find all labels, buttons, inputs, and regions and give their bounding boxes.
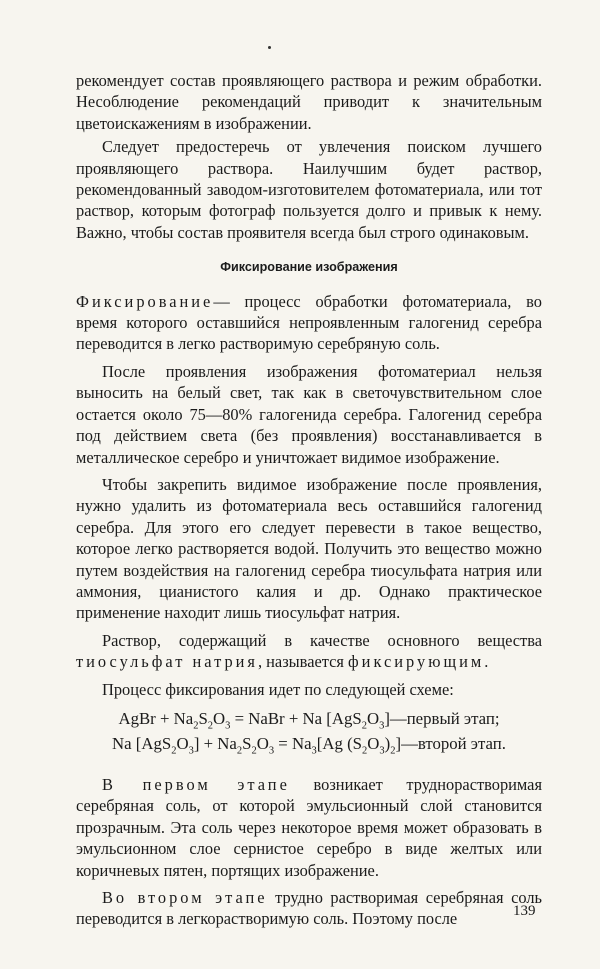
paragraph-second-stage xyxy=(76,887,542,930)
fixer-text-c: , называется xyxy=(257,652,344,672)
second-stage-text: трудно растворимая серебряная соль переводится в легкорастворимую соль. Поэтому после xyxy=(76,888,542,929)
paragraph-first-stage xyxy=(76,774,542,881)
document-page xyxy=(76,70,542,930)
equation-first-stage xyxy=(76,706,542,731)
eq-s: S xyxy=(242,733,252,753)
eq-sub: 2 xyxy=(390,745,396,757)
eq-bracket: ] xyxy=(384,708,390,728)
eq-o: O xyxy=(367,733,380,753)
eq-paren: ) xyxy=(384,733,391,753)
paragraph-developer-advice: Следует предостеречь от увлечения поиском лучшего проявляющего раствора. Наилучшим будет раствор, рекомендованный заводом-изготовителем фотоматериала, или тот раствор, которым фотограф пользуется долго и привык к нему. Важно, чтобы состав проявителя всегда был строго одинаковым. xyxy=(76,137,542,242)
paragraph-continued: рекомендует состав проявляющего раствора и режим обработки. Несоблюдение рекомендаций приводит к значительным цветоискажениям в изображении. xyxy=(76,71,542,133)
eq-sub: 3 xyxy=(379,745,385,757)
fixer-text-e: . xyxy=(484,652,489,672)
term-sodium-thiosulfate: тиосульфат натрия xyxy=(76,652,258,672)
eq-label-second: —второй этап. xyxy=(401,733,506,753)
eq-sub: 2 xyxy=(193,720,199,732)
eq-sub: 2 xyxy=(362,745,368,757)
page-number: 139 xyxy=(513,903,536,919)
paragraph-scheme-intro: Процесс фиксирования идет по следующей схеме: xyxy=(102,679,454,699)
eq-o: O xyxy=(256,733,269,753)
eq-s: S xyxy=(198,708,208,728)
term-fixer: фиксирующим xyxy=(348,652,485,672)
eq-sub: 3 xyxy=(188,745,194,757)
eq-nabr: NaBr xyxy=(248,708,285,728)
eq-equals: = xyxy=(230,708,249,728)
term-first-stage: В первом этапе xyxy=(102,774,290,794)
print-speck xyxy=(268,46,271,49)
eq-plus: + xyxy=(155,708,174,728)
reaction-equations xyxy=(76,706,542,756)
eq-sub: 3 xyxy=(311,745,317,757)
paragraph-after-development: После проявления изображения фотоматериал нельзя выносить на белый свет, так как в светочувствительном слое остается около 75—80% галогенида серебра. Галогенид серебра под действием света (без проявления) восстанавливается в металлическое серебро и уничтожает видимое изображение. xyxy=(76,361,542,467)
eq-complex: Na [AgS xyxy=(302,708,362,728)
eq-sub: 3 xyxy=(379,720,385,732)
eq-na: Na xyxy=(173,708,194,728)
eq-plus: + xyxy=(199,733,218,753)
eq-sub: 2 xyxy=(361,720,367,732)
eq-sub: 2 xyxy=(171,745,177,757)
eq-o: O xyxy=(213,708,226,728)
definition-text: — процесс обработки фотоматериала, во время которого оставшийся непроявленным галогенид серебра переводится в легко растворимую серебряную соль. xyxy=(76,291,542,354)
eq-sub: 2 xyxy=(251,745,257,757)
term-second-stage: Во втором этапе xyxy=(102,888,268,907)
eq-complex: Na [AgS xyxy=(112,733,172,753)
eq-label-first: —первый этап; xyxy=(389,708,500,728)
term-fixing: Фиксирование xyxy=(76,291,214,311)
paragraph-fixing-definition xyxy=(76,291,542,355)
eq-sub: 3 xyxy=(268,745,275,757)
eq-sub: 3 xyxy=(225,720,231,732)
section-heading: Фиксирование изображения xyxy=(220,260,398,275)
eq-complex: [Ag (S xyxy=(316,733,362,753)
paragraph-remove-halide: Чтобы закрепить видимое изображение после проявления, нужно удалить из фотоматериала весь оставшийся галогенид серебра. Для этого его следует перевести в такое вещество, которое легко растворяется водой. Получить это вещество можно путем воздействия на галогенид серебра тиосульфата натрия или аммония, цианистого калия и др. Однако практическое применение находит лишь тиосульфат натрия. xyxy=(76,474,542,623)
first-stage-text: возникает труднорастворимая серебряная соль, от которой эмульсионный слой становится прозрачным. Эта соль через некоторое время может образовать в эмульсионном слое сернистое серебро в виде желтых или коричневых пятен, портящих изображение. xyxy=(76,774,542,880)
eq-na: Na xyxy=(291,733,312,753)
paragraph-fixer-definition xyxy=(76,630,542,673)
eq-plus: + xyxy=(284,708,303,728)
eq-o: O xyxy=(366,708,380,728)
eq-sub: 2 xyxy=(236,745,243,757)
fixer-text-a: Раствор, содержащий в качестве основного вещества xyxy=(102,630,542,650)
eq-na: Na xyxy=(217,733,237,753)
eq-equals: = xyxy=(274,733,292,753)
eq-agbr: AgBr xyxy=(118,708,156,728)
eq-o: O xyxy=(176,733,189,753)
eq-sub: 2 xyxy=(207,720,214,732)
eq-bracket: ] xyxy=(395,733,402,753)
eq-bracket: ] xyxy=(193,733,200,753)
equation-second-stage xyxy=(76,731,542,756)
